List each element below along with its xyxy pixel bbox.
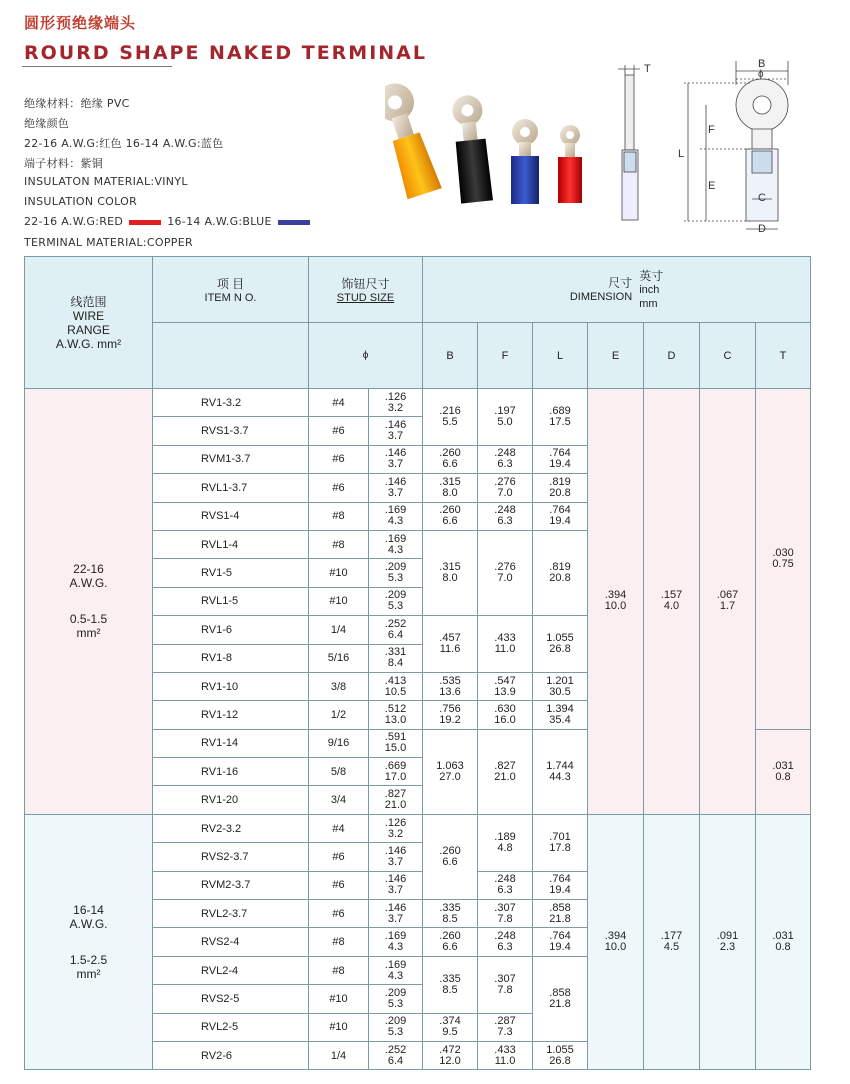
header-item-cn: 项 目 [216,277,245,291]
F-value: .630 16.0 [478,701,533,729]
F-value: .197 5.0 [478,389,533,446]
title-divider [22,66,172,67]
B-value: 1.063 27.0 [423,729,478,814]
blue-terminal [511,119,539,204]
item-no: RVL1-5 [153,587,309,615]
terminal-spec-table [24,256,811,1070]
T-value: .031 0.8 [756,814,811,1070]
B-value: .315 8.0 [423,530,478,615]
header-stud-en: STUD SIZE [336,292,395,304]
F-value: .433 11.0 [478,616,533,673]
group-22-16-awg [25,389,811,815]
header-range-en3: A.W.G. mm² [55,336,122,351]
table-row [25,814,811,842]
spec-blue-label: 16-14 A.W.G:BLUE [167,215,272,228]
F-value: .307 7.8 [478,956,533,1013]
item-no: RV1-5 [153,559,309,587]
L-value: .858 21.8 [533,900,588,928]
header-dim-cn: 尺寸 [608,275,633,290]
item-no: RV1-6 [153,616,309,644]
yellow-terminal [385,78,443,199]
header-dim-en: DIMENSION [569,290,633,303]
spec-red-label: 22-16 A.W.G:RED [24,215,124,228]
L-value: 1.055 26.8 [533,1041,588,1069]
T-value: .030 0.75 [756,389,811,730]
F-value: .433 11.0 [478,1041,533,1069]
phi-value: .331 8.4 [369,644,423,672]
C-value: .067 1.7 [700,389,756,815]
dim-T-label: T [644,63,651,75]
L-value: .819 20.8 [533,474,588,502]
red-terminal [558,125,582,203]
item-no: RVS2-5 [153,985,309,1013]
header-item-en: ITEM N O. [204,292,257,304]
B-value: .260 6.6 [423,814,478,899]
T-value: .031 0.8 [756,729,811,814]
stud-size: #6 [309,474,369,502]
stud-size: #6 [309,445,369,473]
item-no: RV2-3.2 [153,814,309,842]
L-value: 1.055 26.8 [533,616,588,673]
stud-size: 1/4 [309,616,369,644]
item-no: RVS2-4 [153,928,309,956]
header-units-cn: 英寸 [639,268,664,283]
item-no: RV1-14 [153,729,309,757]
L-value: .689 17.5 [533,389,588,446]
B-value: .315 8.0 [423,474,478,502]
item-no: RV1-3.2 [153,389,309,417]
phi-value: .169 4.3 [369,502,423,530]
B-value: .260 6.6 [423,928,478,956]
spec-color-awg-cn: 22-16 A.W.G:红色 16-14 A.W.G:蓝色 [24,137,224,150]
phi-value: .146 3.7 [369,871,423,899]
terminal-products-image [385,78,605,214]
header-col-L: L [533,323,588,389]
phi-value: .146 3.7 [369,900,423,928]
stud-size: #10 [309,985,369,1013]
black-terminal [450,94,493,204]
F-value: .248 6.3 [478,445,533,473]
phi-value: .209 5.3 [369,1013,423,1041]
B-value: .335 8.5 [423,956,478,1013]
header-wire-range [25,257,153,389]
F-value: .307 7.8 [478,900,533,928]
range-mm-unit: mm² [76,626,101,641]
dim-phi-label: ϕ [758,69,764,80]
phi-value: .146 3.7 [369,417,423,445]
header-col-F: F [478,323,533,389]
B-value: .260 6.6 [423,445,478,473]
phi-value: .209 5.3 [369,985,423,1013]
spec-insulation-material-en: INSULATON MATERIAL:VINYL [24,175,188,188]
L-value: 1.394 35.4 [533,701,588,729]
spec-insulation-color-cn: 绝缘颜色 [24,117,70,130]
F-value: .248 6.3 [478,928,533,956]
phi-value: .146 3.7 [369,474,423,502]
table-header-row-1 [25,257,811,323]
stud-size: 9/16 [309,729,369,757]
header-col-C: C [700,323,756,389]
terminal-dimension-drawing [610,55,810,235]
L-value: .764 19.4 [533,502,588,530]
range-mm-value: 1.5-2.5 [69,953,108,968]
stud-size: #6 [309,900,369,928]
stud-size: #8 [309,956,369,984]
header-range-cn: 线范围 [70,294,107,309]
F-value: .189 4.8 [478,814,533,871]
B-value: .457 11.6 [423,616,478,673]
F-value: .276 7.0 [478,530,533,615]
item-no: RVS1-3.7 [153,417,309,445]
stud-size: 1/4 [309,1041,369,1069]
L-value: .858 21.8 [533,956,588,1041]
header-col-E: E [588,323,644,389]
phi-value: .252 6.4 [369,616,423,644]
item-no: RVL2-4 [153,956,309,984]
E-value: .394 10.0 [588,389,644,815]
F-value: .827 21.0 [478,729,533,814]
spec-terminal-material-cn: 端子材料：紫铜 [24,157,104,170]
dim-C-label: C [758,192,766,204]
item-no: RVS2-3.7 [153,843,309,871]
L-value: 1.201 30.5 [533,672,588,700]
phi-value: .512 13.0 [369,701,423,729]
stud-size: #4 [309,389,369,417]
table-row [25,389,811,417]
L-value: .764 19.4 [533,928,588,956]
stud-size: #10 [309,1013,369,1041]
item-no: RVL1-4 [153,530,309,558]
phi-value: .169 4.3 [369,530,423,558]
dim-B-label: B [758,58,766,70]
phi-value: .413 10.5 [369,672,423,700]
header-item-blank [153,323,309,389]
B-value: .374 9.5 [423,1013,478,1041]
phi-value: .209 5.3 [369,587,423,615]
F-value: .547 13.9 [478,672,533,700]
item-no: RV1-8 [153,644,309,672]
header-item [153,257,309,323]
stud-size: #10 [309,559,369,587]
spec-terminal-material-en: TERMINAL MATERIAL:COPPER [24,236,193,249]
L-value: .701 17.8 [533,814,588,871]
item-no: RVL1-3.7 [153,474,309,502]
header-range-en2: RANGE [67,322,110,337]
header-dimension [423,257,811,323]
group-16-14-awg [25,814,811,1070]
wire-range-22-16 [25,389,153,815]
range-awg-unit: A.W.G. [69,917,108,932]
phi-value: .146 3.7 [369,445,423,473]
dim-E-label: E [708,180,716,192]
header-phi: ϕ [309,323,423,389]
L-value: .764 19.4 [533,445,588,473]
F-value: .276 7.0 [478,474,533,502]
front-view [684,61,788,229]
side-view [618,65,640,220]
header-range-en1: WIRE [72,308,105,323]
L-value: 1.744 44.3 [533,729,588,814]
phi-value: .669 17.0 [369,758,423,786]
phi-value: .146 3.7 [369,843,423,871]
item-no: RV2-6 [153,1041,309,1069]
B-value: .472 12.0 [423,1041,478,1069]
B-value: .335 8.5 [423,900,478,928]
B-value: .535 13.6 [423,672,478,700]
dim-F-label: F [708,124,715,136]
phi-value: .209 5.3 [369,559,423,587]
header-units-inch: inch [639,283,660,296]
item-no: RV1-16 [153,758,309,786]
range-mm-value: 0.5-1.5 [69,612,108,627]
item-no: RVL2-5 [153,1013,309,1041]
phi-value: .169 4.3 [369,956,423,984]
range-awg-value: 22-16 [73,562,104,577]
page-title-cn: 圆形预绝缘端头 [24,14,137,32]
stud-size: #6 [309,417,369,445]
header-stud [309,257,423,323]
F-value: .248 6.3 [478,871,533,899]
stud-size: 5/8 [309,758,369,786]
wire-range-16-14 [25,814,153,1070]
item-no: RVL2-3.7 [153,900,309,928]
F-value: .287 7.3 [478,1013,533,1041]
B-value: .260 6.6 [423,502,478,530]
phi-value: .169 4.3 [369,928,423,956]
blue-swatch [278,220,310,225]
stud-size: #8 [309,502,369,530]
header-units-mm: mm [639,297,658,310]
item-no: RV1-20 [153,786,309,814]
B-value: .216 5.5 [423,389,478,446]
item-no: RVM1-3.7 [153,445,309,473]
F-value: .248 6.3 [478,502,533,530]
phi-value: .126 3.2 [369,389,423,417]
range-mm-unit: mm² [76,967,101,982]
phi-value: .126 3.2 [369,814,423,842]
stud-size: #10 [309,587,369,615]
range-awg-value: 16-14 [73,903,104,918]
header-col-B: B [423,323,478,389]
phi-value: .591 15.0 [369,729,423,757]
range-awg-unit: A.W.G. [69,576,108,591]
L-value: .819 20.8 [533,530,588,615]
E-value: .394 10.0 [588,814,644,1070]
stud-size: #6 [309,843,369,871]
stud-size: 3/8 [309,672,369,700]
spec-color-awg-en [24,215,316,228]
phi-value: .827 21.0 [369,786,423,814]
red-swatch [129,220,161,225]
header-col-D: D [644,323,700,389]
stud-size: 5/16 [309,644,369,672]
D-value: .157 4.0 [644,389,700,815]
D-value: .177 4.5 [644,814,700,1070]
dim-L-label: L [678,148,685,160]
item-no: RVS1-4 [153,502,309,530]
stud-size: #8 [309,530,369,558]
spec-insulation-material-cn: 绝缘材料：绝缘 PVC [24,97,130,110]
dim-D-label: D [758,223,766,235]
page-title-en: ROURD SHAPE NAKED TERMINAL [24,42,427,64]
header-col-T: T [756,323,811,389]
header-stud-cn: 饰钮尺寸 [341,277,390,291]
B-value: .756 19.2 [423,701,478,729]
item-no: RV1-10 [153,672,309,700]
stud-size: #8 [309,928,369,956]
phi-value: .252 6.4 [369,1041,423,1069]
spec-insulation-color-en: INSULATION COLOR [24,195,138,208]
C-value: .091 2.3 [700,814,756,1070]
stud-size: #4 [309,814,369,842]
stud-size: #6 [309,871,369,899]
stud-size: 1/2 [309,701,369,729]
item-no: RV1-12 [153,701,309,729]
L-value: .764 19.4 [533,871,588,899]
stud-size: 3/4 [309,786,369,814]
item-no: RVM2-3.7 [153,871,309,899]
